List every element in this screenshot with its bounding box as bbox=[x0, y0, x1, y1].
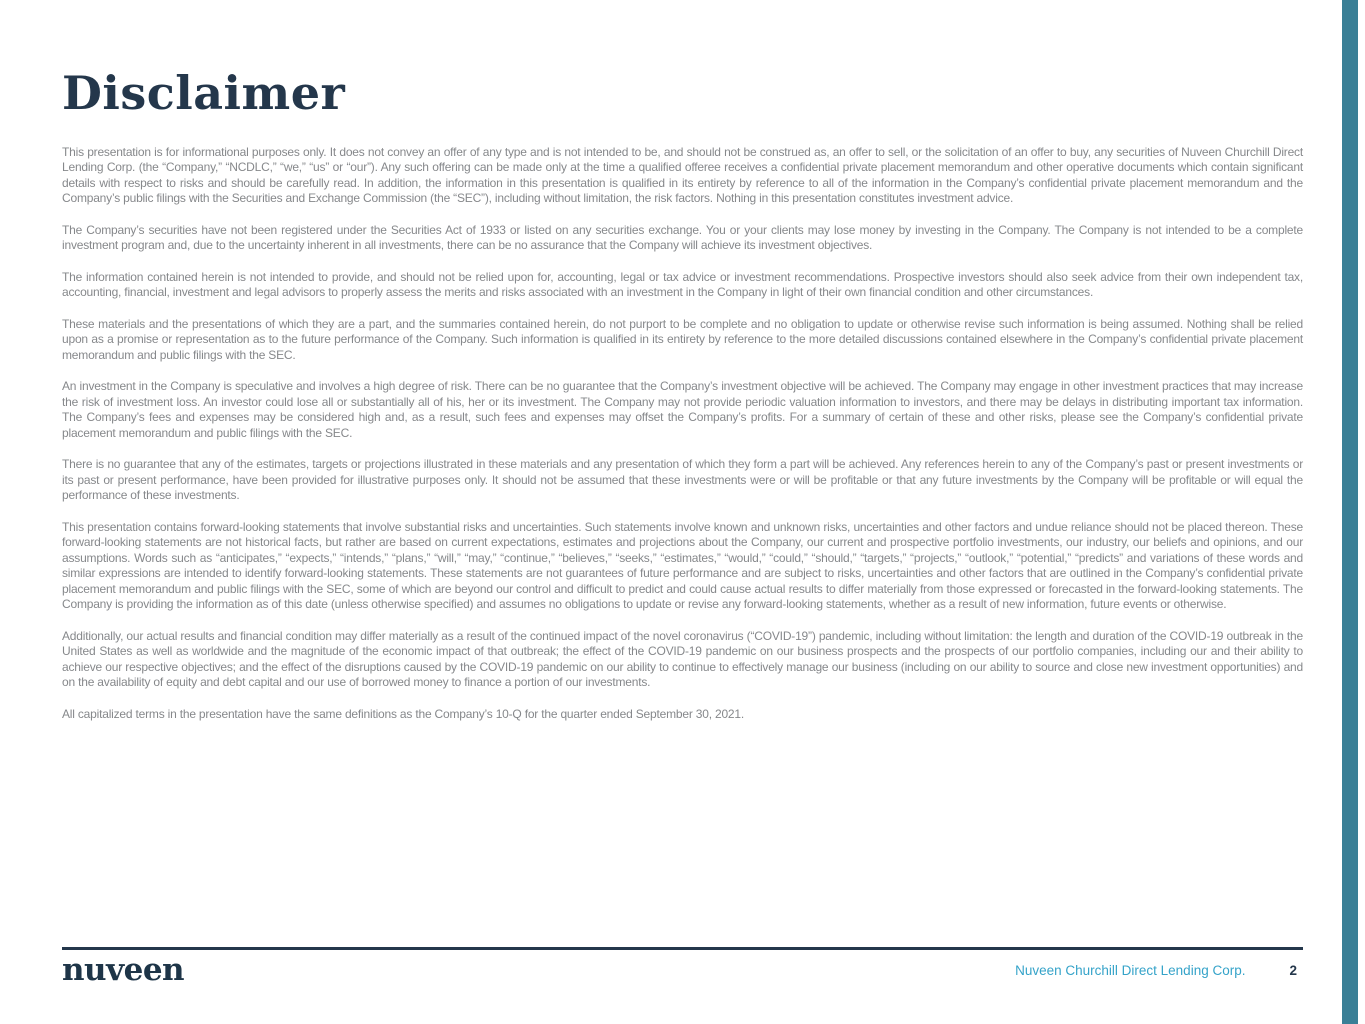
disclaimer-paragraph: There is no guarantee that any of the estimates, targets or projections illustrated in these materials and any presentation of which they form a part will be achieved. Any references herein to any of the Company’s past or present investments or its past or present performance, have been provided for illustrative purposes only. It should not be assumed that these investments were or will be profitable or that any future investments by the Company will be profitable or will equal the performance of these investments. bbox=[62, 457, 1303, 503]
disclaimer-paragraph: These materials and the presentations of which they are a part, and the summaries contained herein, do not purport to be complete and no obligation to update or otherwise revise such information is being assumed. Nothing shall be relied upon as a promise or representation as to the future performance of the Company. Such information is qualified in its entirety by reference to the more detailed discussions contained elsewhere in the Company’s confidential private placement memorandum and public filings with the SEC. bbox=[62, 316, 1303, 362]
disclaimer-paragraph: The information contained herein is not intended to provide, and should not be relied upon for, accounting, legal or tax advice or investment recommendations. Prospective investors should also seek advice from their own independent tax, accounting, financial, investment and legal advisors to properly assess the merits and risks associated with an investment in the Company in light of their own financial condition and other circumstances. bbox=[62, 269, 1303, 300]
footer-company-name: Nuveen Churchill Direct Lending Corp. bbox=[1015, 963, 1246, 979]
footer-right-group bbox=[1015, 963, 1303, 978]
disclaimer-paragraph: All capitalized terms in the presentation have the same definitions as the Company’s 10-Q for the quarter ended September 30, 2021. bbox=[62, 706, 744, 721]
footer bbox=[62, 952, 1303, 989]
footer-divider bbox=[62, 947, 1303, 950]
slide-content bbox=[62, 0, 1303, 738]
page-title: Disclaimer bbox=[62, 66, 346, 120]
disclaimer-paragraph: An investment in the Company is speculative and involves a high degree of risk. There can be no guarantee that the Company’s investment objective will be achieved. The Company may engage in other investment practices that may increase the risk of investment loss. An investor could lose all or substantially all of his, her or its investment. The Company may not provide periodic valuation information to investors, and there may be delays in distributing important tax information. The Company’s fees and expenses may be considered high and, as a result, such fees and expenses may offset the Company’s profits. For a summary of certain of these and other risks, please see the Company’s confidential private placement memorandum and public filings with the SEC. bbox=[62, 379, 1303, 440]
disclaimer-paragraph: This presentation contains forward-looking statements that involve substantial risks and uncertainties. Such statements involve known and unknown risks, uncertainties and other factors and undue reliance should not be placed thereon. These forward-looking statements are not historical facts, but rather are based on current expectations, estimates and projections about the Company, our current and prospective portfolio investments, our industry, our beliefs and opinions, and our assumptions. Words such as “anticipates,” “expects,” “intends,” “plans,” “will,” “may,” “continue,” “believes,” “seeks,” “estimates,” “would,” “could,” “should,” “targets,” “projects,” “outlook,” “potential,” “predicts” and variations of these words and similar expressions are intended to identify forward-looking statements. These statements are not guarantees of future performance and are subject to risks, uncertainties and other factors that are outlined in the Company’s confidential private placement memorandum and public filings with the SEC, some of which are beyond our control and difficult to predict and could cause actual results to differ materially from those expressed or forecasted in the forward-looking statements. The Company is providing the information as of this date (unless otherwise specified) and assumes no obligations to update or revise any forward-looking statements, whether as a result of new information, future events or otherwise. bbox=[62, 519, 1303, 612]
right-accent-stripe bbox=[1342, 0, 1358, 1024]
disclaimer-paragraph: This presentation is for informational purposes only. It does not convey an offer of any type and is not intended to be, and should not be construed as, an offer to sell, or the solicitation of an offer to buy, any securities of Nuveen Churchill Direct Lending Corp. (the “Company,” “NCDLC,” “we,” “us” or “our”). Any such offering can be made only at the time a qualified offeree receives a confidential private placement memorandum and other operative documents which contain significant details with respect to risks and should be carefully read. In addition, the information in this presentation is qualified in its entirety by reference to all of the information in the Company’s confidential private placement memorandum and the Company’s public filings with the Securities and Exchange Commission (the “SEC”), including without limitation, the risk factors. Nothing in this presentation constitutes investment advice. bbox=[62, 144, 1303, 206]
disclaimer-paragraph: Additionally, our actual results and financial condition may differ materially as a result of the continued impact of the novel coronavirus (“COVID-19”) pandemic, including without limitation: the length and duration of the COVID-19 outbreak in the United States as well as worldwide and the magnitude of the economic impact of that outbreak; the effect of the COVID-19 pandemic on our business prospects and the prospects of our portfolio companies, including our and their ability to achieve our respective objectives; and the effect of the disruptions caused by the COVID-19 pandemic on our ability to continue to effectively manage our business (including on our ability to source and close new investment opportunities) and on the availability of equity and debt capital and our use of borrowed money to finance a portion of our investments. bbox=[62, 628, 1303, 690]
disclaimer-paragraphs bbox=[62, 145, 1303, 723]
page-number: 2 bbox=[1289, 963, 1297, 979]
nuveen-logo: nuveen bbox=[62, 952, 185, 988]
disclaimer-paragraph: The Company’s securities have not been registered under the Securities Act of 1933 or listed on any securities exchange. You or your clients may lose money by investing in the Company. The Company is not intended to be a complete investment program and, due to the uncertainty inherent in all investments, there can be no assurance that the Company will achieve its investment objectives. bbox=[62, 222, 1303, 253]
